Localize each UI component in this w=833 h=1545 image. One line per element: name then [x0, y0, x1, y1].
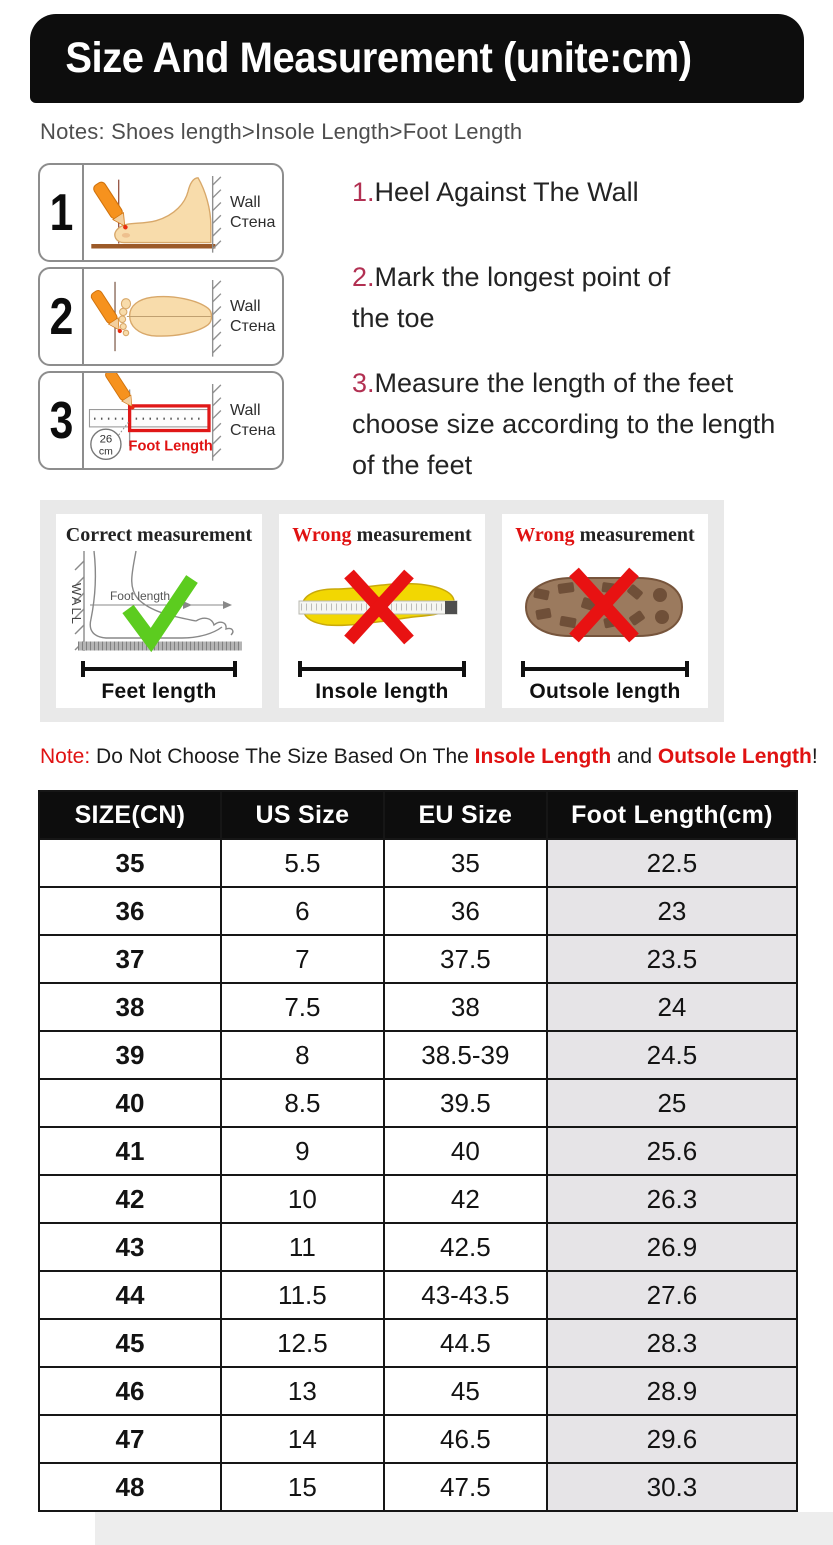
table-cell: 8 [221, 1031, 384, 1079]
instruction-item-1 [352, 172, 639, 213]
table-row [39, 887, 797, 935]
table-row [39, 1463, 797, 1511]
table-cell: 42 [39, 1175, 221, 1223]
table-cell: 42.5 [384, 1223, 547, 1271]
table-cell: 37.5 [384, 935, 547, 983]
table-cell: 46 [39, 1367, 221, 1415]
foot-side-shape [115, 178, 211, 243]
table-cell: 47 [39, 1415, 221, 1463]
table-cell: 36 [384, 887, 547, 935]
table-cell: 26.3 [547, 1175, 797, 1223]
title-rest: measurement [579, 524, 695, 546]
pencil-icon [104, 373, 138, 412]
length-bracket [81, 661, 237, 677]
measuring-steps [38, 163, 284, 470]
wall-label-en: Wall [230, 193, 261, 211]
table-cell: 28.9 [547, 1367, 797, 1415]
title-word: Correct [65, 524, 133, 546]
wall-hatch [213, 280, 221, 357]
table-row [39, 1031, 797, 1079]
header-foot-length: Foot Length(cm) [547, 791, 797, 839]
table-row [39, 1271, 797, 1319]
table-cell: 47.5 [384, 1463, 547, 1511]
title-rest: measurement [137, 524, 253, 546]
table-cell: 35 [39, 839, 221, 887]
instruction-text: Heel Against The Wall [374, 177, 639, 207]
table-cell: 38.5-39 [384, 1031, 547, 1079]
step-card-2 [38, 267, 284, 366]
ruler [89, 410, 208, 427]
header-us-size: US Size [221, 791, 384, 839]
wall-label-ru: Стена [230, 317, 276, 335]
table-cell: 40 [39, 1079, 221, 1127]
header-eu-size: EU Size [384, 791, 547, 839]
instruction-item-3 [352, 363, 802, 486]
wall-label-en: Wall [230, 401, 261, 419]
table-cell: 13 [221, 1367, 384, 1415]
table-row [39, 1175, 797, 1223]
table-cell: 5.5 [221, 839, 384, 887]
step-number: 3 [40, 373, 84, 468]
wall-label-en: Wall [230, 297, 261, 315]
outsole-art [510, 547, 700, 661]
inner-foot-length-label: Foot length [109, 589, 171, 603]
table-cell: 12.5 [221, 1319, 384, 1367]
step1-foot-side-illustration [84, 165, 230, 260]
instruction-number: 2. [352, 262, 375, 292]
table-cell: 28.3 [547, 1319, 797, 1367]
measurement-label: Feet length [101, 680, 217, 703]
table-row [39, 1415, 797, 1463]
card-title [292, 524, 471, 547]
tape-end [445, 601, 457, 614]
table-cell: 43-43.5 [384, 1271, 547, 1319]
instruction-item-2 [352, 257, 692, 339]
notes-text: Notes: Shoes length>Insole Length>Foot Length [40, 119, 523, 144]
table-cell: 25.6 [547, 1127, 797, 1175]
size-circle-unit: cm [98, 446, 113, 458]
table-cell: 44 [39, 1271, 221, 1319]
table-cell: 24 [547, 983, 797, 1031]
step-card-1 [38, 163, 284, 262]
title-rest: measurement [356, 524, 472, 546]
wall-vertical-label: WALL [69, 583, 84, 626]
table-cell: 44.5 [384, 1319, 547, 1367]
step2-foot-top-illustration [84, 269, 230, 364]
table-cell: 23.5 [547, 935, 797, 983]
table-cell: 30.3 [547, 1463, 797, 1511]
wall-hatch [213, 384, 221, 461]
table-cell: 29.6 [547, 1415, 797, 1463]
table-row [39, 1127, 797, 1175]
wrong-insole-card [279, 514, 485, 708]
wrong-outsole-card [502, 514, 708, 708]
title-bar [30, 14, 804, 103]
table-row [39, 1079, 797, 1127]
table-cell: 39.5 [384, 1079, 547, 1127]
card-title [515, 524, 694, 547]
table-cell: 22.5 [547, 839, 797, 887]
table-cell: 35 [384, 839, 547, 887]
wall-label [230, 269, 282, 364]
footer-strip [95, 1512, 833, 1545]
title-word: Wrong [515, 524, 575, 546]
table-cell: 8.5 [221, 1079, 384, 1127]
table-cell: 38 [39, 983, 221, 1031]
table-cell: 26.9 [547, 1223, 797, 1271]
table-cell: 11.5 [221, 1271, 384, 1319]
length-bracket [521, 661, 689, 677]
table-cell: 38 [384, 983, 547, 1031]
table-cell: 39 [39, 1031, 221, 1079]
table-cell: 37 [39, 935, 221, 983]
table-cell: 41 [39, 1127, 221, 1175]
step-card-3 [38, 371, 284, 470]
table-cell: 23 [547, 887, 797, 935]
measurement-strip [40, 500, 724, 722]
table-cell: 42 [384, 1175, 547, 1223]
step-number: 2 [40, 269, 84, 364]
instruction-text: Mark the longest point of the toe [352, 262, 671, 334]
wall-label [230, 373, 282, 468]
wall-hatch [213, 176, 221, 253]
header-size-cn: SIZE(CN) [39, 791, 221, 839]
insole-art [287, 547, 477, 661]
length-bracket [298, 661, 466, 677]
table-row [39, 1319, 797, 1367]
measurement-label: Insole length [315, 680, 449, 703]
table-cell: 27.6 [547, 1271, 797, 1319]
table-cell: 46.5 [384, 1415, 547, 1463]
note-prefix: Note: [40, 745, 91, 768]
wall-label-ru: Стена [230, 213, 276, 231]
instruction-text: Measure the length of the feet choose size according to the length of the feet [352, 368, 776, 481]
size-table [38, 790, 798, 1512]
insole-length-warning: Insole Length [474, 745, 612, 768]
table-cell: 7.5 [221, 983, 384, 1031]
page-title: Size And Measurement (unite:cm) [65, 34, 692, 82]
table-cell: 45 [39, 1319, 221, 1367]
table-cell: 10 [221, 1175, 384, 1223]
measurement-label: Outsole length [529, 680, 681, 703]
wall-label-ru: Стена [230, 421, 276, 439]
table-cell: 40 [384, 1127, 547, 1175]
table-row [39, 983, 797, 1031]
foot-length-label: Foot Length [128, 438, 213, 455]
title-word: Wrong [292, 524, 352, 546]
instruction-number: 3. [352, 368, 375, 398]
correct-measurement-art [64, 547, 254, 661]
correct-measurement-card [56, 514, 262, 708]
table-cell: 36 [39, 887, 221, 935]
size-table-body [39, 839, 797, 1511]
table-cell: 6 [221, 887, 384, 935]
wall-label [230, 165, 282, 260]
table-cell: 9 [221, 1127, 384, 1175]
table-cell: 24.5 [547, 1031, 797, 1079]
table-cell: 43 [39, 1223, 221, 1271]
table-cell: 15 [221, 1463, 384, 1511]
table-row [39, 1223, 797, 1271]
table-cell: 11 [221, 1223, 384, 1271]
card-title [66, 524, 252, 547]
table-cell: 14 [221, 1415, 384, 1463]
instruction-number: 1. [352, 177, 375, 207]
note-line: Note: Do Not Choose The Size Based On The Insole Length and Outsole Length! [40, 745, 818, 768]
table-header-row [39, 791, 797, 839]
table-cell: 48 [39, 1463, 221, 1511]
outsole-length-warning: Outsole Length [657, 745, 812, 768]
toe-nail [122, 233, 130, 238]
table-row [39, 1367, 797, 1415]
table-row [39, 935, 797, 983]
table-row [39, 839, 797, 887]
table-cell: 7 [221, 935, 384, 983]
step-number: 1 [40, 165, 84, 260]
table-cell: 45 [384, 1367, 547, 1415]
step3-ruler-illustration [84, 373, 230, 468]
size-circle-value: 26 [99, 433, 113, 446]
table-cell: 25 [547, 1079, 797, 1127]
